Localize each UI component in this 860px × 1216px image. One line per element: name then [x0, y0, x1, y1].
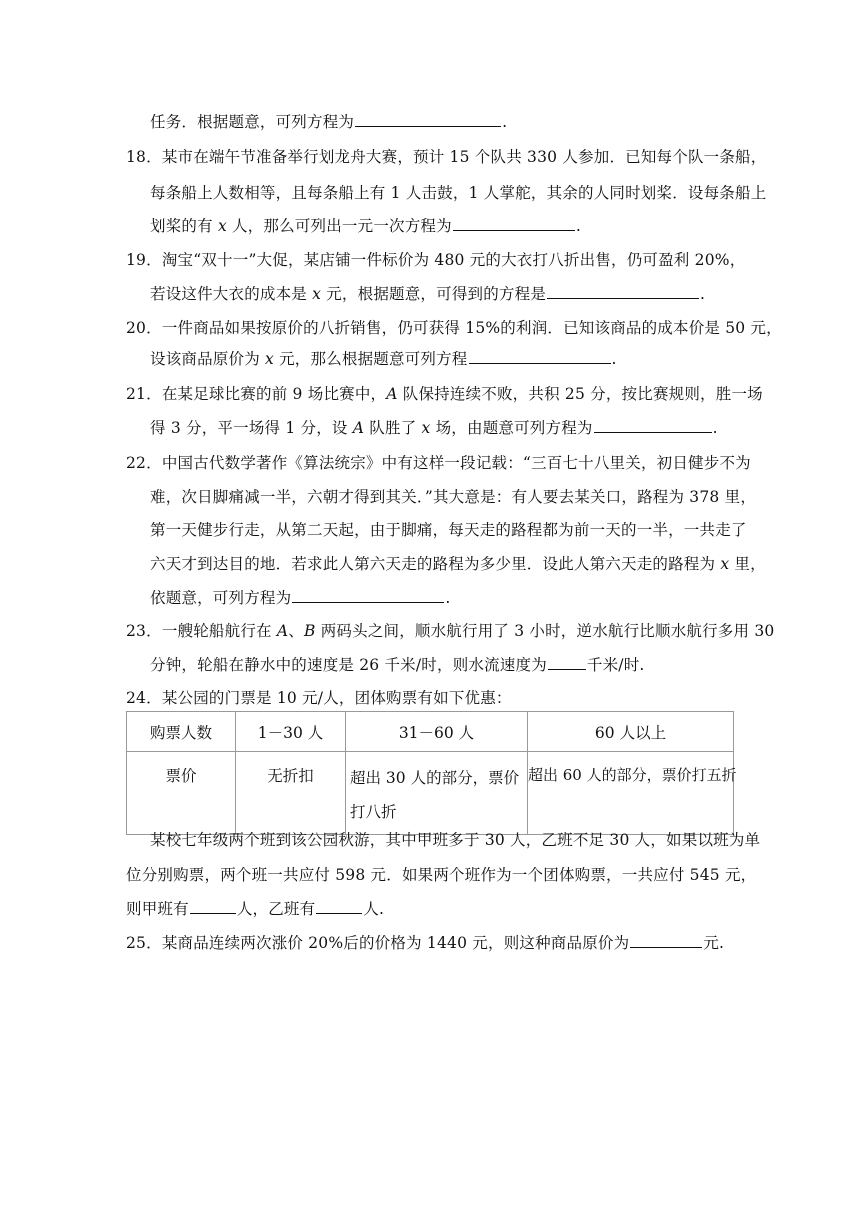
table-cell: 票价: [127, 752, 236, 835]
q24-para-line-3: [126, 899, 384, 919]
q24-line-3-text-c: 人.: [363, 900, 385, 918]
q20-variable: x: [265, 350, 274, 368]
q23-answer-blank[interactable]: [548, 655, 586, 670]
q24-para-line-2: 位分别购票，两个班一共应付 598 元．如果两个班作为一个团体购票，一共应付 545 元，: [126, 866, 757, 884]
table-cell: 超出 30 人的部分，票价打八折: [346, 752, 528, 835]
q21-answer-blank[interactable]: [594, 418, 712, 433]
table-header-row: [127, 712, 734, 752]
q18-answer-blank[interactable]: [453, 216, 575, 231]
q24-class-a-blank[interactable]: [190, 899, 236, 914]
q22-line-4-text: 六天才到达目的地．若求此人第六天走的路程为多少里．设此人第六天走的路程为: [150, 555, 721, 573]
q20-answer-blank[interactable]: [469, 349, 611, 364]
q25-line: [126, 933, 724, 953]
q22-line-5-text: 依题意，可列方程为: [150, 589, 292, 607]
q25-end: 元.: [703, 934, 725, 952]
q21-line-1-text: 21．在某足球比赛的前 9 场比赛中，: [126, 385, 387, 403]
q20-end: .: [611, 350, 617, 368]
q21-line-2-text-c: 场，由题意可列方程为: [430, 419, 593, 437]
table-header-cell: 购票人数: [127, 712, 236, 752]
q18-end: .: [575, 217, 581, 235]
q23-line-2-text: 分钟，轮船在静水中的速度是 26 千米/时，则水流速度为: [150, 656, 547, 674]
q21-line-2: [150, 418, 718, 438]
q19-line-2: [150, 284, 705, 304]
q24-line-3-text: 则甲班有: [126, 900, 189, 918]
q23-dock-b: B: [303, 622, 316, 640]
q24-para-line-1: 某校七年级两个班到该公园秋游，其中甲班多于 30 人，乙班不足 30 人，如果以班为单: [150, 831, 761, 849]
ticket-price-table: [126, 711, 737, 835]
q20-line-2-text: 设该商品原价为: [150, 350, 266, 368]
q22-line-3: 第一天健步行走，从第二天起，由于脚痛，每天走的路程都为前一天的一半，一共走了: [150, 521, 747, 539]
q17-answer-blank[interactable]: [355, 112, 501, 127]
q18-line-3: [150, 216, 581, 236]
q19-line-2-text: 若设这件大衣的成本是: [150, 285, 313, 303]
q19-end: .: [700, 285, 706, 303]
q19-variable: x: [312, 285, 322, 303]
q18-variable: x: [217, 217, 227, 235]
q22-line-4-text-b: 里，: [729, 555, 766, 573]
q24-line-3-text-b: 人，乙班有: [236, 900, 316, 918]
q21-end: .: [712, 419, 718, 437]
q18-line-3-text: 划桨的有: [150, 217, 218, 235]
table-cell: 无折扣: [236, 752, 346, 835]
q17-tail-line: [150, 112, 507, 132]
q23-line-2-text-b: 千米/时.: [586, 656, 645, 674]
q21-team-a-2: A: [352, 419, 365, 437]
table-header-cell: 31－60 人: [346, 712, 528, 752]
q20-line-1: 20．一件商品如果按原价的八折销售，仍可获得 15%的利润．已知该商品的成本价是 50 元，: [126, 319, 782, 337]
table-header-cell: 60 人以上: [528, 712, 734, 752]
q20-line-2-text-b: 元，那么根据题意可列方程: [273, 350, 468, 368]
q24-class-b-blank[interactable]: [316, 899, 362, 914]
q23-dock-a: A: [276, 622, 289, 640]
q22-variable: x: [720, 555, 730, 573]
q21-line-2-text-b: 队胜了: [364, 419, 422, 437]
q22-line-2: 难，次日脚痛减一半，六朝才得到其关．”其大意是：有人要去某关口，路程为 378 里，: [150, 488, 757, 506]
q23-line-2: [150, 655, 645, 675]
q22-end: .: [445, 589, 451, 607]
table-row: [127, 752, 734, 835]
table-header-cell: 1－30 人: [236, 712, 346, 752]
q19-line-2-text-b: 元，根据题意，可得到的方程是: [321, 285, 547, 303]
q22-line-5: [150, 588, 450, 608]
q22-line-4: [150, 554, 766, 574]
q17-tail-text: 任务．根据题意，可列方程为: [150, 113, 355, 131]
q18-line-1: 18．某市在端午节准备举行划龙舟大赛，预计 15 个队共 330 人参加．已知每个队一条船，: [126, 148, 767, 166]
q23-line-1-text: 23．一艘轮船航行在: [126, 622, 277, 640]
q21-line-1: [126, 384, 763, 404]
table-cell: 超出 60 人的部分，票价打五折: [528, 752, 734, 835]
q19-line-1: 19．淘宝“双十一”大促，某店铺一件标价为 480 元的大衣打八折出售，仍可盈利 20%，: [126, 251, 746, 269]
q25-answer-blank[interactable]: [630, 933, 702, 948]
q21-team-a: A: [386, 385, 398, 403]
q21-line-1-text-b: 队保持连续不败，共积 25 分，按比赛规则，胜一场: [397, 385, 763, 403]
q17-end: .: [502, 113, 508, 131]
q23-line-1: [126, 621, 774, 641]
q18-line-3-text-b: 人，那么可列出一元一次方程为: [226, 217, 452, 235]
q18-line-2: 每条船上人数相等，且每条船上有 1 人击鼓，1 人掌舵，其余的人同时划桨．设每条船上: [150, 184, 767, 202]
q21-line-2-text: 得 3 分，平一场得 1 分，设: [150, 419, 353, 437]
q24-intro: 24．某公园的门票是 10 元/人，团体购票有如下优惠：: [126, 689, 512, 707]
q21-variable: x: [421, 419, 431, 437]
q23-separator: 、: [288, 622, 304, 640]
q19-answer-blank[interactable]: [547, 284, 699, 299]
q23-line-1-text-b: 两码头之间，顺水航行用了 3 小时，逆水航行比顺水航行多用 30: [315, 622, 775, 640]
q22-answer-blank[interactable]: [292, 588, 444, 603]
q20-line-2: [150, 349, 617, 369]
q22-line-1: 22．中国古代数学著作《算法统宗》中有这样一段记载：“三百七十八里关，初日健步不为: [126, 454, 751, 472]
q25-text: 25．某商品连续两次涨价 20%后的价格为 1440 元，则这种商品原价为: [126, 934, 630, 952]
